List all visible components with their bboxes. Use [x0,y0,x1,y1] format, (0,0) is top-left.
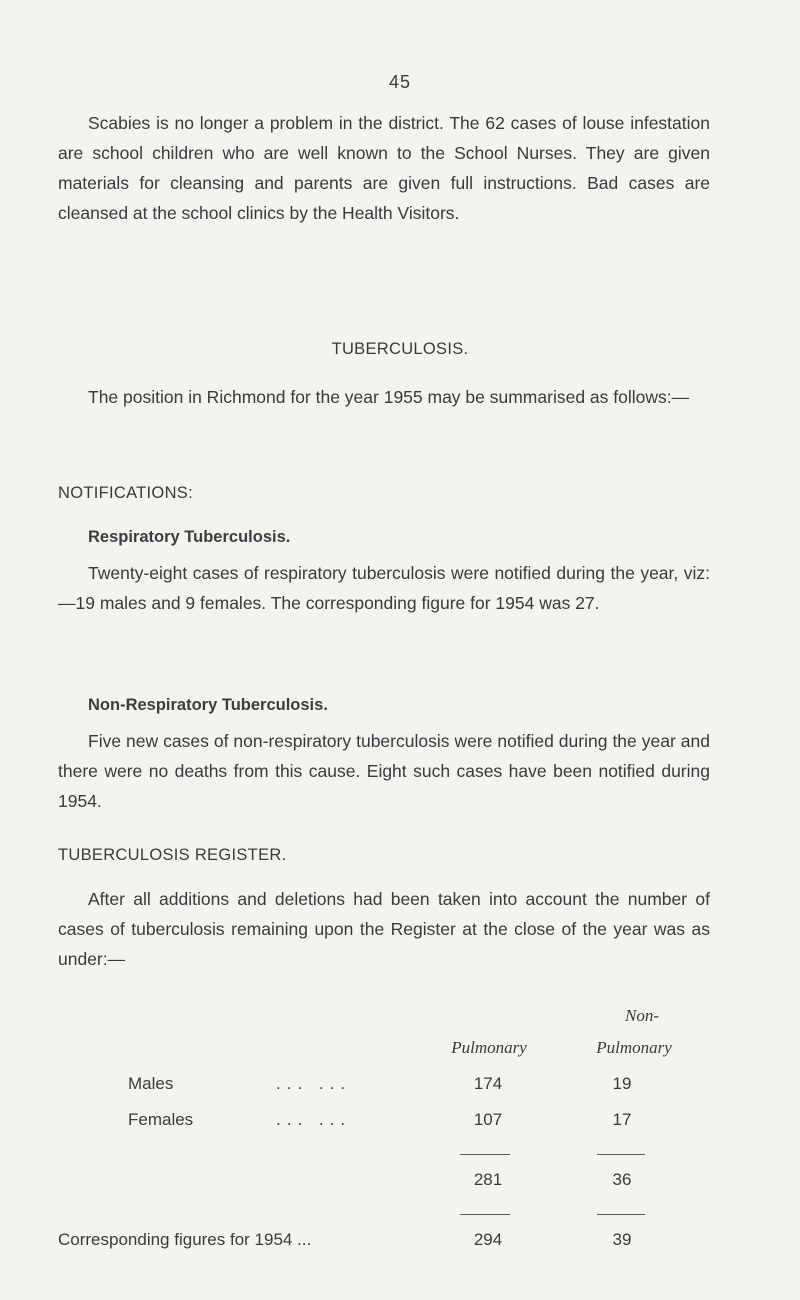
cell-males-pulmonary: 174 [473,1074,503,1093]
total-rule-non-pulmonary [597,1154,645,1155]
respiratory-paragraph: Twenty-eight cases of respiratory tuberculosis were notified during the year, viz:—19 males and 9 females. The corresponding figure for 1954 was 27. [58,563,710,613]
page-number: 45 [388,72,412,92]
column-header-pulmonary: Pulmonary [451,1038,527,1057]
comparison-rule-pulmonary [460,1214,510,1215]
scabies-paragraph: Scabies is no longer a problem in the district. The 62 cases of louse infestation are school children who are well known to the School Nurses. They are given materials for cleansing and parents are given full instructions. Bad cases are cleansed at the school clinics by the Health Visitors. [58,113,710,223]
total-pulmonary: 281 [473,1170,503,1189]
tuberculosis-heading: TUBERCULOSIS. [331,340,469,358]
comparison-pulmonary: 294 [473,1230,503,1249]
cell-females-non-pulmonary: 17 [612,1110,632,1129]
row-dots-females: ... ... [276,1110,352,1129]
total-non-pulmonary: 36 [612,1170,632,1189]
non-respiratory-heading: Non-Respiratory Tuberculosis. [88,696,328,714]
cell-females-pulmonary: 107 [473,1110,503,1129]
total-rule-pulmonary [460,1154,510,1155]
row-label-1954: Corresponding figures for 1954 ... [58,1230,312,1249]
notifications-heading: NOTIFICATIONS: [58,484,193,502]
comparison-rule-non-pulmonary [597,1214,645,1215]
cell-males-non-pulmonary: 19 [612,1074,632,1093]
column-header-non-line1: Non- [625,1006,659,1025]
register-heading: TUBERCULOSIS REGISTER. [58,846,287,864]
column-header-non-pulmonary: Pulmonary [596,1038,672,1057]
non-respiratory-paragraph: Five new cases of non-respiratory tuberculosis were notified during the year and there were no deaths from this cause. Eight such cases have been notified during 1954. [58,731,710,811]
respiratory-heading: Respiratory Tuberculosis. [88,528,291,546]
register-paragraph: After all additions and deletions had been taken into account the number of cases of tuberculosis remaining upon the Register at the close of the year was as under:— [58,889,710,969]
comparison-non-pulmonary: 39 [612,1230,632,1249]
tuberculosis-intro: The position in Richmond for the year 1955 may be summarised as follows:— [88,387,690,407]
row-label-females: Females [128,1110,194,1129]
row-dots-males: ... ... [276,1074,352,1093]
row-label-males: Males [128,1074,174,1093]
